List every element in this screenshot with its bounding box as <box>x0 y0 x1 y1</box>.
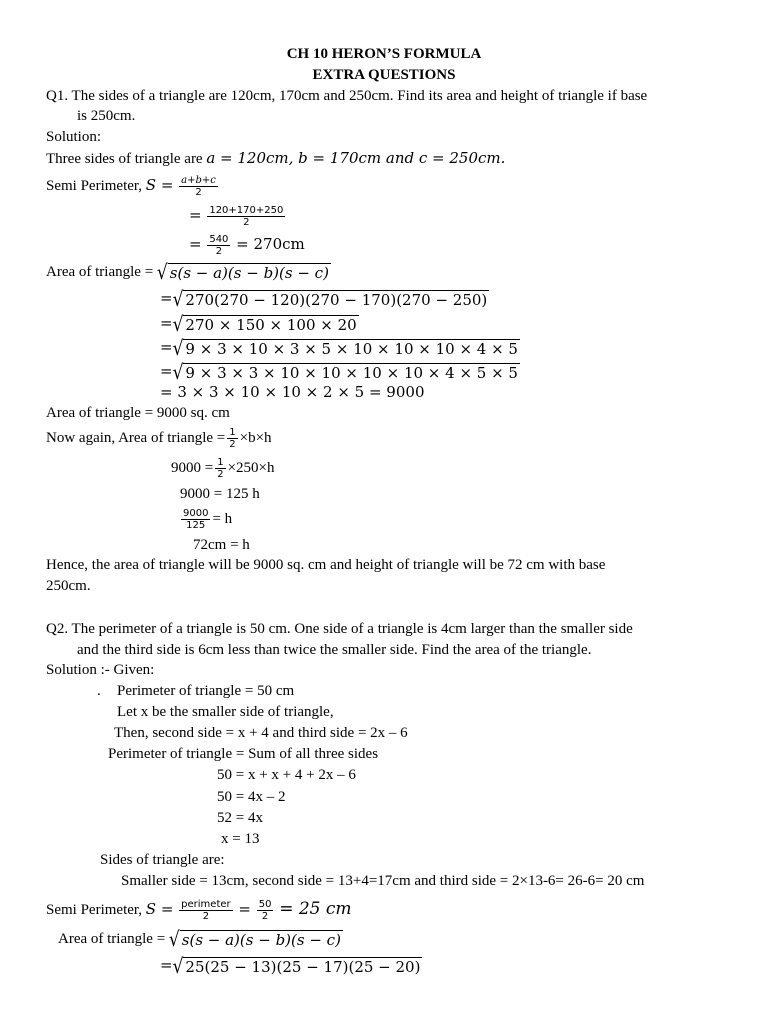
q1-half-fraction <box>227 427 237 450</box>
q1-question-line2: is 250cm. <box>77 108 136 124</box>
q1-f1-denominator: 2 <box>195 187 202 199</box>
q1-again-text: Now again, Area of triangle = <box>46 430 226 446</box>
q2-eq-sign: = <box>238 900 251 918</box>
q1-height-result: 72cm = h <box>193 537 250 553</box>
q1-f3-denominator: 2 <box>215 246 223 258</box>
q1-h1-tail: ×250×h <box>227 460 275 476</box>
q1-f3-result: = 270cm <box>236 235 305 253</box>
q1-sides-math: a = 120cm, b = 170cm and c = 250cm. <box>206 149 506 167</box>
q1-step3: 9 × 3 × 10 × 3 × 5 × 10 × 10 × 10 × 4 × 5 <box>185 340 518 359</box>
q1-half-den: 2 <box>229 439 236 451</box>
q1-sides-text: Three sides of triangle are <box>46 151 207 167</box>
q2-p-num: perimeter <box>181 899 231 911</box>
q2-area-formula: s(s − a)(s − b)(s − c) <box>181 931 341 950</box>
q1-sides <box>46 148 505 169</box>
q1-f2-denominator: 2 <box>243 217 250 229</box>
q2-eq1: 50 = x + x + 4 + 2x – 6 <box>217 767 356 783</box>
q2-area-formula-line <box>58 927 343 952</box>
q2-area-label: Area of triangle = <box>58 931 169 947</box>
q1-f3-numerator: 540 <box>209 234 229 246</box>
q1-step2: 270 × 150 × 100 × 20 <box>185 316 357 335</box>
q1-height-eq2: 9000 = 125 h <box>180 486 260 502</box>
q1-solution-label: Solution: <box>46 129 102 145</box>
q1-hence-line2: 250cm. <box>46 578 91 594</box>
q1-h3-num: 9000 <box>183 508 209 520</box>
q1-semi-step3: = $\frac{540}{2}$ = 270cm <box>189 234 305 258</box>
q2-sides-values: Smaller side = 13cm, second side = 13+4=17cm and third side = 2×13-6= 26-6= 20 cm <box>121 873 645 889</box>
q2-step1-line: =√ 25(25 − 13)(25 − 17)(25 − 20) <box>160 954 421 979</box>
q1-h3-fraction <box>181 508 210 531</box>
q1-h1-den: 2 <box>217 469 224 481</box>
q1-area-formula-line <box>46 260 331 285</box>
q2-v-num: 50 <box>258 899 272 911</box>
q2-v-fraction <box>257 899 274 922</box>
q1-height-eq3 <box>179 504 232 534</box>
q1-semi-step2: = $\frac{120+170+250}{2}$ <box>189 205 284 229</box>
q1-area-label: Area of triangle = <box>46 264 157 280</box>
q1-step4-sqrt: √ 9 × 3 × 3 × 10 × 10 × 10 × 10 × 4 × 5 × 5 <box>172 360 518 385</box>
q2-let: Let x be the smaller side of triangle, <box>117 704 334 720</box>
q1-step3-line: =√ 9 × 3 × 10 × 3 × 5 × 10 × 10 × 10 × 4 × 5 <box>160 336 518 361</box>
q1-step3-sqrt: √ 9 × 3 × 10 × 3 × 5 × 10 × 10 × 10 × 4 × 5 <box>172 336 518 361</box>
q1-f2-fraction <box>207 205 285 228</box>
q2-given: Perimeter of triangle = 50 cm <box>117 683 295 699</box>
q1-step1-line: =√ 270(270 − 120)(270 − 170)(270 − 250) <box>160 287 488 312</box>
q1-f2-numerator: 120+170+250 <box>209 205 284 217</box>
q1-h1-num: 1 <box>217 457 224 469</box>
q2-step1-sqrt: √ 25(25 − 13)(25 − 17)(25 − 20) <box>172 954 421 979</box>
q2-bullet-dot: . <box>97 683 101 699</box>
q1-question-line1: Q1. The sides of a triangle are 120cm, 170cm and 250cm. Find its area and height of triangle if base <box>46 88 648 104</box>
q1-f3-fraction <box>207 234 230 257</box>
q2-question-line1: Q2. The perimeter of a triangle is 50 cm. One side of a triangle is 4cm larger than the smaller side <box>46 621 633 637</box>
q1-hence-line1: Hence, the area of triangle will be 9000 sq. cm and height of triangle will be 72 cm with base <box>46 557 606 573</box>
q2-eq2: 50 = 4x – 2 <box>217 789 286 805</box>
q1-step2-sqrt: √ 270 × 150 × 100 × 20 <box>172 312 357 337</box>
q1-area-sqrt: √ s(s − a)(s − b)(s − c) <box>156 260 329 285</box>
q1-semi-perimeter <box>46 168 220 203</box>
q1-area-again <box>46 423 272 453</box>
q1-area-result: Area of triangle = 9000 sq. cm <box>46 405 230 421</box>
q2-semi-perimeter <box>46 892 352 927</box>
q1-step4-line: =√ 9 × 3 × 3 × 10 × 10 × 10 × 10 × 4 × 5 × 5 <box>160 360 518 385</box>
q2-solution-label: Solution :- Given: <box>46 662 155 678</box>
q1-step5: = 3 × 3 × 10 × 10 × 2 × 5 = 9000 <box>160 383 425 401</box>
q2-area-sqrt: √ s(s − a)(s − b)(s − c) <box>168 927 341 952</box>
q1-h1-fraction <box>215 457 225 480</box>
q2-sides-head: Sides of triangle are: <box>100 852 225 868</box>
q1-step1: 270(270 − 120)(270 − 170)(270 − 250) <box>185 291 488 310</box>
q1-again-tail: ×b×h <box>239 430 272 446</box>
q1-h3-den: 125 <box>186 520 206 532</box>
q2-question-line2: and the third side is 6cm less than twice the smaller side. Find the area of the triangle. <box>77 642 592 658</box>
q2-semi-result: = 25 cm <box>279 899 352 919</box>
q2-eq4: x = 13 <box>221 831 260 847</box>
q2-semi-var: S = <box>145 900 174 918</box>
q1-semi-fraction <box>179 175 218 198</box>
page-subtitle: EXTRA QUESTIONS <box>312 67 456 83</box>
q2-p-fraction <box>179 899 232 922</box>
q1-step1-sqrt: √ 270(270 − 120)(270 − 170)(270 − 250) <box>172 287 488 312</box>
q2-semi-label: Semi Perimeter, <box>46 902 146 918</box>
q1-semi-label: Semi Perimeter, <box>46 178 146 194</box>
q1-semi-var: S = <box>145 176 174 194</box>
q1-half-num: 1 <box>229 427 236 439</box>
q2-p-den: 2 <box>202 911 210 923</box>
q2-step1: 25(25 − 13)(25 − 17)(25 − 20) <box>185 958 421 977</box>
q1-h3-tail: = h <box>212 511 233 527</box>
q1-h1-lead: 9000 = <box>171 460 214 476</box>
q1-step2-line: =√ 270 × 150 × 100 × 20 <box>160 312 357 337</box>
q2-v-den: 2 <box>261 911 269 923</box>
q1-step4: 9 × 3 × 3 × 10 × 10 × 10 × 10 × 4 × 5 × 5 <box>185 364 518 383</box>
q1-area-formula: s(s − a)(s − b)(s − c) <box>169 264 329 283</box>
page-title: CH 10 HERON’S FORMULA <box>286 46 482 62</box>
q1-height-eq1 <box>171 453 275 483</box>
q2-perimeter-sum: Perimeter of triangle = Sum of all three sides <box>108 746 379 762</box>
q1-f1-numerator: a+b+c <box>181 175 216 187</box>
q2-eq3: 52 = 4x <box>217 810 263 826</box>
q2-then: Then, second side = x + 4 and third side = 2x – 6 <box>114 725 408 741</box>
